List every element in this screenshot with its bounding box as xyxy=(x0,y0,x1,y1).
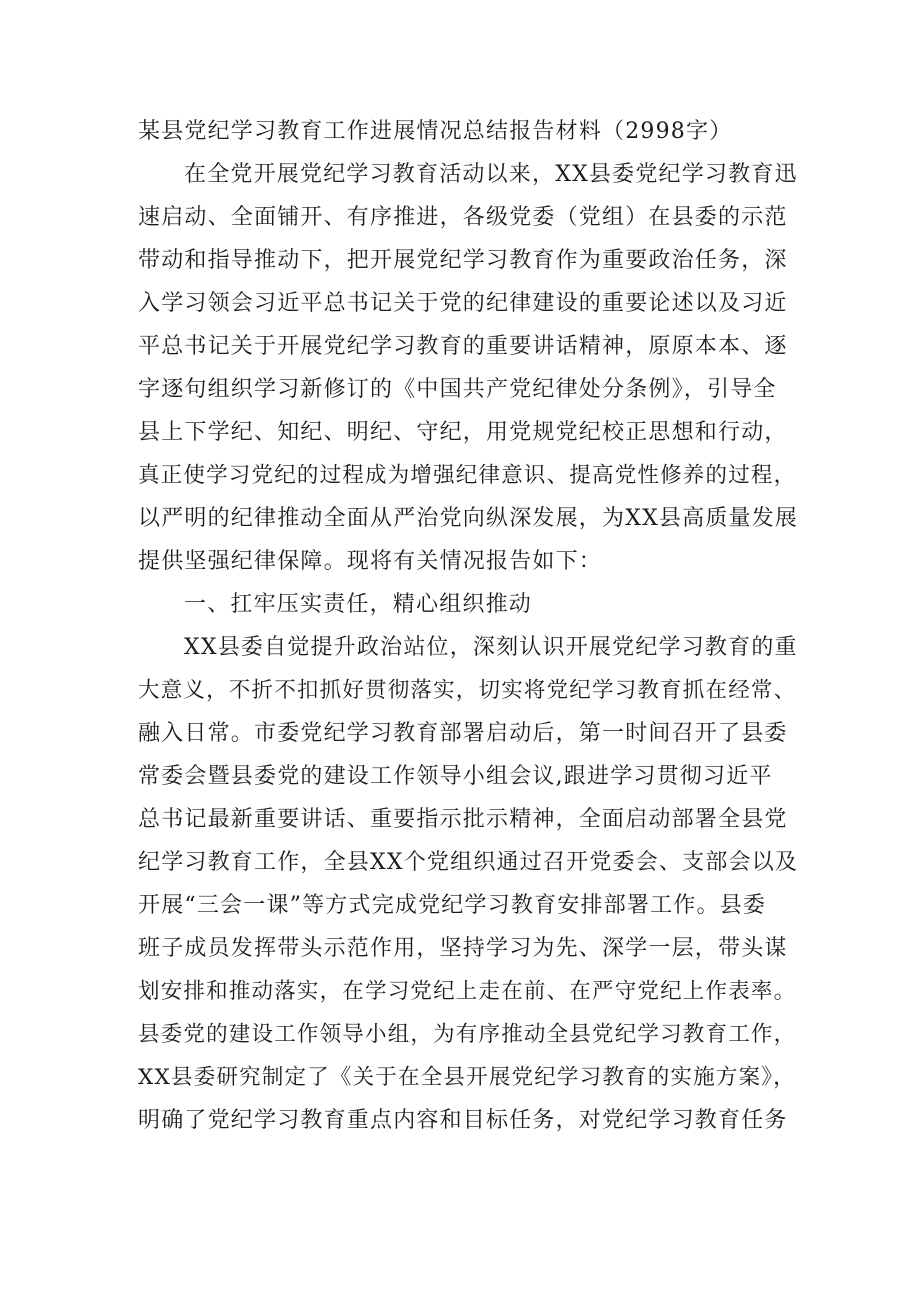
paragraph-line: 字逐句组织学习新修订的《中国共产党纪律处分条例》，引导全 xyxy=(138,377,777,402)
paragraph-line: 真正使学习党纪的过程成为增强纪律意识、提高党性修养的过程， xyxy=(138,463,797,488)
paragraph-line: 班子成员发挥带头示范作用，坚持学习为先、深学一层，带头谋 xyxy=(138,936,788,961)
paragraph-line: 常委会暨县委党的建设工作领导小组会议,跟进学习贯彻习近平 xyxy=(138,764,773,789)
paragraph-line: 大意义，不折不扣抓好贯彻落实，切实将党纪学习教育抓在经常、 xyxy=(138,678,797,703)
paragraph-line: XX县委研究制定了《关于在全县开展党纪学习教育的实施方案》， xyxy=(138,1065,796,1090)
paragraph-line: 提供坚强纪律保障。现将有关情况报告如下： xyxy=(138,549,603,574)
paragraph-line: 融入日常。市委党纪学习教育部署启动后，第一时间召开了县委 xyxy=(138,721,788,746)
paragraph-line: 划安排和推动落实，在学习党纪上走在前、在严守党纪上作表率。 xyxy=(138,979,797,1004)
document-title: 某县党纪学习教育工作进展情况总结报告材料（2998字） xyxy=(138,119,733,144)
paragraph-line: 带动和指导推动下，把开展党纪学习教育作为重要政治任务，深 xyxy=(138,248,788,273)
paragraph-line: 总书记最新重要讲话、重要指示批示精神，全面启动部署全县党 xyxy=(138,807,788,832)
paragraph-line: 在全党开展党纪学习教育活动以来，XX县委党纪学习教育迅 xyxy=(184,162,798,187)
paragraph-line: 以严明的纪律推动全面从严治党向纵深发展，为XX县高质量发展 xyxy=(138,506,799,531)
paragraph-line: 速启动、全面铺开、有序推进，各级党委（党组）在县委的示范 xyxy=(138,205,788,230)
paragraph-line: 县委党的建设工作领导小组，为有序推动全县党纪学习教育工作， xyxy=(138,1022,797,1047)
paragraph-line: 开展“三会一课”等方式完成党纪学习教育安排部署工作。县委 xyxy=(138,893,767,918)
paragraph-line: 纪学习教育工作，全县XX个党组织通过召开党委会、支部会以及 xyxy=(138,850,799,875)
paragraph-line: 平总书记关于开展党纪学习教育的重要讲话精神，原原本本、逐 xyxy=(138,334,788,359)
paragraph-line: XX县委自觉提升政治站位，深刻认识开展党纪学习教育的重 xyxy=(184,635,798,660)
paragraph-line: 入学习领会习近平总书记关于党的纪律建设的重要论述以及习近 xyxy=(138,291,788,316)
section-heading: 一、扛牢压实责任，精心组织推动 xyxy=(184,592,533,617)
paragraph-line: 县上下学纪、知纪、明纪、守纪，用党规党纪校正思想和行动， xyxy=(138,420,788,445)
paragraph-line: 明确了党纪学习教育重点内容和目标任务，对党纪学习教育任务 xyxy=(138,1108,788,1133)
